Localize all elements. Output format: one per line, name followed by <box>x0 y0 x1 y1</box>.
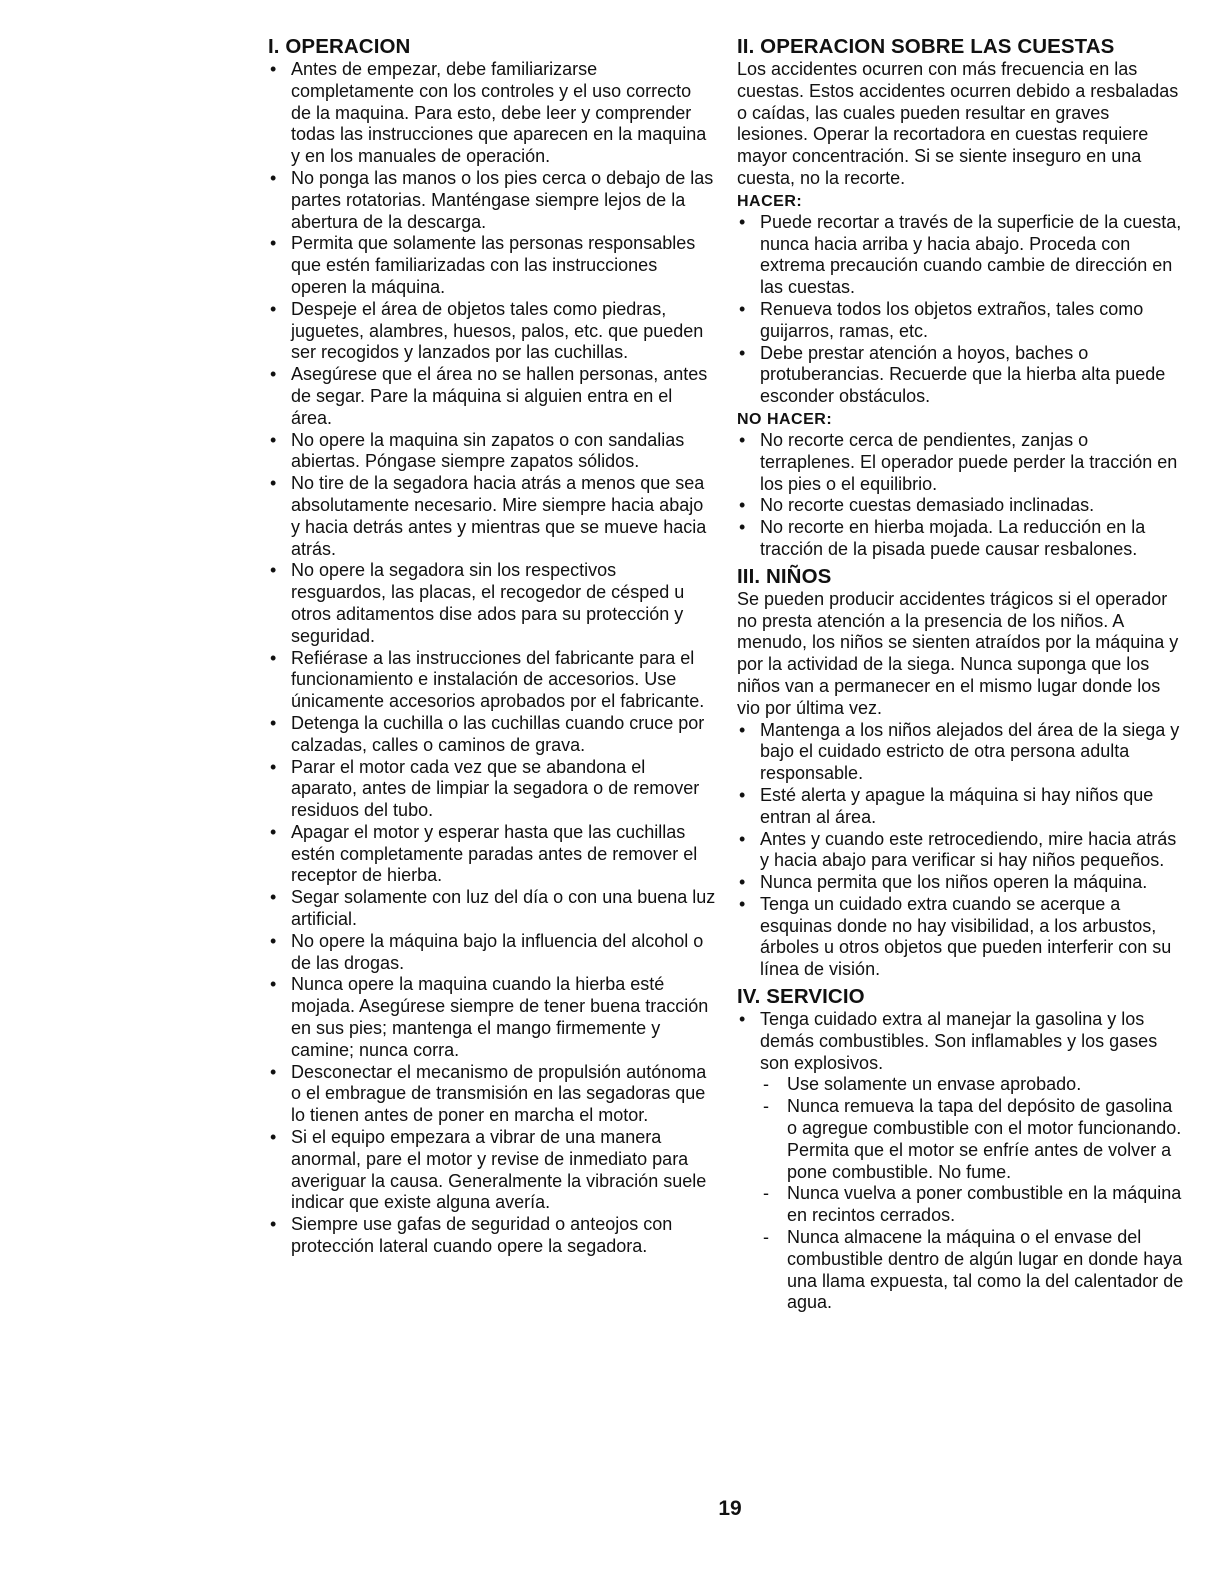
list-item: • No ponga las manos o los pies cerca o debajo de las partes rotatorias. Manténgase siempre lejos de la abertura de la descarga. <box>268 168 716 233</box>
do-list <box>737 212 1185 408</box>
list-item: • Desconectar el mecanismo de propulsión autónoma o el embrague de transmisión en las segadoras que lo tienen antes de poner en marcha el motor. <box>268 1062 716 1127</box>
list-item: • Permita que solamente las personas responsables que estén familiarizadas con las instrucciones operen la máquina. <box>268 233 716 298</box>
list-item: • Nunca permita que los niños operen la máquina. <box>737 872 1185 894</box>
section-title-operacion: I. OPERACION <box>268 35 411 58</box>
list-item <box>737 1009 1185 1074</box>
page-number: 19 <box>718 1497 742 1520</box>
cuestas-intro: Los accidentes ocurren con más frecuencia en las cuestas. Estos accidentes ocurren debido a resbaladas o caídas, las cuales pueden resultar en graves lesiones. Operar la recortadora en cuestas requiere mayor concentración. Si se siente inseguro en una cuesta, no la recorte. <box>737 59 1179 188</box>
section-title-ninos: III. NIÑOS <box>737 564 832 588</box>
list-item: • Refiérase a las instrucciones del fabricante para el funcionamiento e instalación de accesorios. Use únicamente accesorios aprobados por el fabricante. <box>268 648 716 713</box>
ninos-list <box>737 720 1185 982</box>
list-item: • Asegúrese que el área no se hallen personas, antes de segar. Pare la máquina si alguien entra en el área. <box>268 364 716 429</box>
list-item: • Tenga un cuidado extra cuando se acerque a esquinas donde no hay visibilidad, a los arbustos, árboles u otros objetos que pueden interferir con su línea de visión. <box>737 894 1185 981</box>
operacion-list <box>268 59 716 1258</box>
list-item: • Renueva todos los objetos extraños, tales como guijarros, ramas, etc. <box>737 299 1185 343</box>
list-item: • No opere la maquina sin zapatos o con sandalias abiertas. Póngase siempre zapatos sólidos. <box>268 430 716 474</box>
list-item: • No recorte en hierba mojada. La reducción en la tracción de la pisada puede causar resbalones. <box>737 517 1185 561</box>
list-item: • Antes y cuando este retrocediendo, mire hacia atrás y hacia abajo para verificar si hay niños pequeños. <box>737 829 1185 873</box>
servicio-sublist <box>737 1074 1185 1314</box>
right-column <box>737 34 1185 1314</box>
ninos-intro: Se pueden producir accidentes trágicos si el operador no presta atención a la presencia de los niños. A menudo, los niños se sienten atraídos por la máquina y por la actividad de la siega. Nunca suponga que los niños van a permanecer en el mismo lugar donde los vio por última vez. <box>737 588 1179 718</box>
servicio-item-text: Tenga cuidado extra al manejar la gasolina y los demás combustibles. Son inflamables y los gases son explosivos. <box>760 1009 1158 1073</box>
list-item: • No opere la máquina bajo la influencia del alcohol o de las drogas. <box>268 931 716 975</box>
list-item: • No opere la segadora sin los respectivos resguardos, las placas, el recogedor de césped u otros aditamentos dise ados para su protección y seguridad. <box>268 560 716 647</box>
dont-heading: NO HACER: <box>737 410 833 428</box>
list-item: • Esté alerta y apague la máquina si hay niños que entran al área. <box>737 785 1185 829</box>
left-column <box>268 34 716 1258</box>
list-item: • Mantenga a los niños alejados del área de la siega y bajo el cuidado estricto de otra persona adulta responsable. <box>737 720 1185 785</box>
do-heading: HACER: <box>737 192 803 210</box>
list-item: • Siempre use gafas de seguridad o anteojos con protección lateral cuando opere la segadora. <box>268 1214 716 1258</box>
list-item: • Antes de empezar, debe familiarizarse completamente con los controles y el uso correcto de la maquina. Para esto, debe leer y comprender todas las instrucciones que aparecen en la maquina y en los manuales de operación. <box>268 59 716 168</box>
list-item: • No recorte cuestas demasiado inclinadas. <box>737 495 1185 517</box>
dont-list <box>737 430 1185 561</box>
list-item: • Detenga la cuchilla o las cuchillas cuando cruce por calzadas, calles o caminos de grava. <box>268 713 716 757</box>
list-item: • Despeje el área de objetos tales como piedras, juguetes, alambres, huesos, palos, etc. que pueden ser recogidos y lanzados por las cuchillas. <box>268 299 716 364</box>
sub-list-item: - Use solamente un envase aprobado. <box>737 1074 1185 1096</box>
list-item: • Parar el motor cada vez que se abandona el aparato, antes de limpiar la segadora o de remover residuos del tubo. <box>268 757 716 822</box>
sub-list-item: - Nunca remueva la tapa del depósito de gasolina o agregue combustible con el motor funcionando. Permita que el motor se enfríe antes de volver a pone combustible. No fume. <box>737 1096 1185 1183</box>
list-item: • Debe prestar atención a hoyos, baches o protuberancias. Recuerde que la hierba alta puede esconder obstáculos. <box>737 343 1185 408</box>
list-item: • Si el equipo empezara a vibrar de una manera anormal, pare el motor y revise de inmediato para averiguar la causa. Generalmente la vibración suele indicar que existe alguna avería. <box>268 1127 716 1214</box>
list-item: • No tire de la segadora hacia atrás a menos que sea absolutamente necesario. Mire siempre hacia abajo y hacia detrás antes y mientras que se mueve hacia atrás. <box>268 473 716 560</box>
list-item: • Segar solamente con luz del día o con una buena luz artificial. <box>268 887 716 931</box>
list-item: • Nunca opere la maquina cuando la hierba esté mojada. Asegúrese siempre de tener buena tracción en sus pies; mantenga el mango firmemente y camine; nunca corra. <box>268 974 716 1061</box>
servicio-list <box>737 1009 1185 1074</box>
sub-list-item: - Nunca almacene la máquina o el envase del combustible dentro de algún lugar en donde haya una llama expuesta, tal como la del calentador de agua. <box>737 1227 1185 1314</box>
list-item: • Puede recortar a través de la superficie de la cuesta, nunca hacia arriba y hacia abajo. Proceda con extrema precaución cuando cambie de dirección en las cuestas. <box>737 212 1185 299</box>
sub-list-item: - Nunca vuelva a poner combustible en la máquina en recintos cerrados. <box>737 1183 1185 1227</box>
list-item: • Apagar el motor y esperar hasta que las cuchillas estén completamente paradas antes de remover el receptor de hierba. <box>268 822 716 887</box>
list-item: • No recorte cerca de pendientes, zanjas o terraplenes. El operador puede perder la tracción en los pies o el equilibrio. <box>737 430 1185 495</box>
section-title-cuestas: II. OPERACION SOBRE LAS CUESTAS <box>737 35 1115 58</box>
section-title-servicio: IV. SERVICIO <box>737 985 865 1009</box>
